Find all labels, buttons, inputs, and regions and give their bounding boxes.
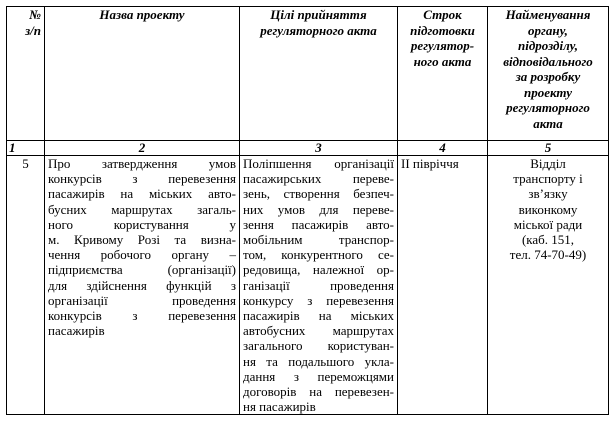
column-number: 5	[488, 141, 609, 156]
header-responsible-body: Найменування органу, підрозділу, відповідального за розробку проекту регуляторного акта	[488, 7, 609, 141]
responsible-body-cell: Відділ транспорту і зв’язку виконкому міської ради (каб. 151, тел. 74-70-49)	[488, 156, 609, 415]
column-number-row	[7, 141, 609, 156]
table-header-row	[7, 7, 609, 141]
regulatory-plan-table	[6, 6, 609, 415]
column-number: 2	[45, 141, 240, 156]
column-number: 1	[7, 141, 45, 156]
column-number: 3	[240, 141, 398, 156]
header-project-name: Назва проекту	[45, 7, 240, 141]
project-name-cell: Про затвердження умов конкурсів з перевезення пасажирів на міських авто- бусних маршрутах загаль- ного користування у м. Кривому Розі та визна- чення робочого органу – підприємства (організації) для здійснення функцій з організації проведення конкурсів з перевезення пасажирів	[45, 156, 240, 415]
row-number: 5	[7, 156, 45, 415]
header-term: Строк підготовки регулятор- ного акта	[398, 7, 488, 141]
header-number: № з/п	[7, 7, 45, 141]
term-cell: ІІ півріччя	[398, 156, 488, 415]
table-row	[7, 156, 609, 415]
goals-cell: Поліпшення організації пасажирських переве- зень, створення безпеч- них умов для переве- зення пасажирів авто- мобільним транспор- том, конкурентного се- редовища, належної ор- ганізації проведення конкурсу з перевезення пасажирів на міських автобусних маршрутах загального користуван- ня та подальшого укла- дання з переможцями договорів на перевезен- ня пасажирів	[240, 156, 398, 415]
header-goals: Цілі прийняття регуляторного акта	[240, 7, 398, 141]
column-number: 4	[398, 141, 488, 156]
